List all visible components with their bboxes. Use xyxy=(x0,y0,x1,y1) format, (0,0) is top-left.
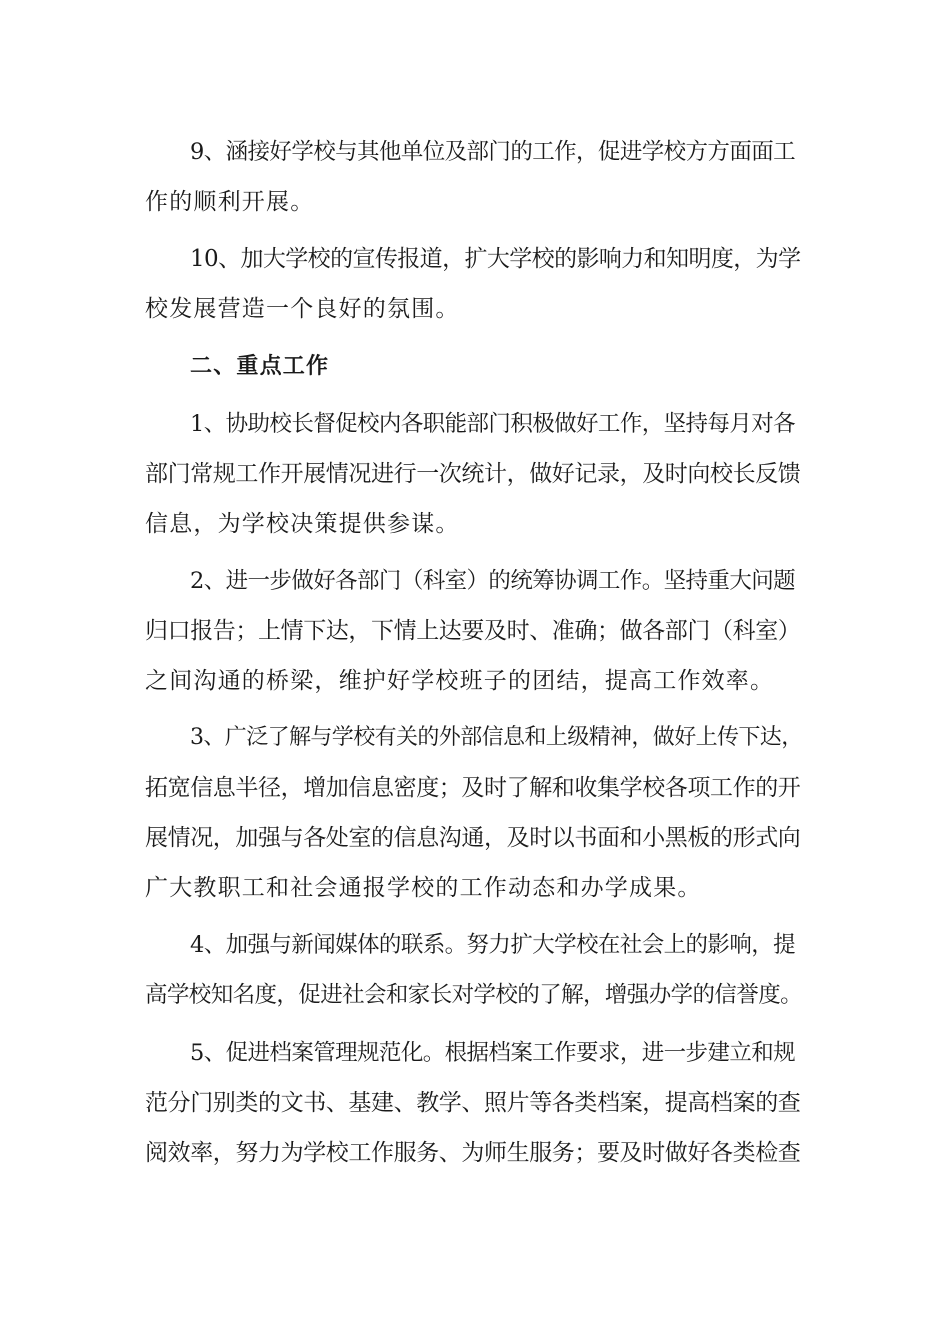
text-line: 广大教职工和社会通报学校的工作动态和办学成果。 xyxy=(145,875,702,901)
text-line: 拓宽信息半径，增加信息密度；及时了解和收集学校各项工作的开 xyxy=(145,775,801,801)
text-line: 9、涵接好学校与其他单位及部门的工作，促进学校方方面面工 xyxy=(190,139,796,165)
text-line: 校发展营造一个良好的氛围。 xyxy=(145,296,460,322)
text-line: 阅效率，努力为学校工作服务、为师生服务；要及时做好各类检查 xyxy=(145,1140,801,1166)
text-line: 作的顺利开展。 xyxy=(145,189,315,215)
text-line: 2、进一步做好各部门（科室）的统筹协调工作。坚持重大问题 xyxy=(190,568,796,594)
text-line: 之间沟通的桥梁，维护好学校班子的团结，提高工作效率。 xyxy=(145,668,775,694)
text-line: 范分门别类的文书、基建、教学、照片等各类档案，提高档案的查 xyxy=(145,1090,801,1116)
text-line: 信息，为学校决策提供参谋。 xyxy=(145,511,460,537)
text-line: 部门常规工作开展情况进行一次统计，做好记录，及时向校长反馈 xyxy=(145,461,801,487)
text-line: 3、广泛了解与学校有关的外部信息和上级精神，做好上传下达， xyxy=(190,725,803,750)
text-line: 1、协助校长督促校内各职能部门积极做好工作，坚持每月对各 xyxy=(190,411,796,437)
text-line: 高学校知名度，促进社会和家长对学校的了解，增强办学的信誉度。 xyxy=(145,982,803,1008)
text-line: 展情况，加强与各处室的信息沟通，及时以书面和小黑板的形式向 xyxy=(145,825,801,851)
text-line: 10、加大学校的宣传报道，扩大学校的影响力和知明度，为学 xyxy=(190,246,801,272)
text-line: 归口报告；上情下达，下情上达要及时、准确；做各部门（科室） xyxy=(145,618,801,644)
text-line: 5、促进档案管理规范化。根据档案工作要求，进一步建立和规 xyxy=(190,1040,796,1066)
section-heading: 二、重点工作 xyxy=(190,354,330,379)
text-line: 4、加强与新闻媒体的联系。努力扩大学校在社会上的影响，提 xyxy=(190,932,796,958)
